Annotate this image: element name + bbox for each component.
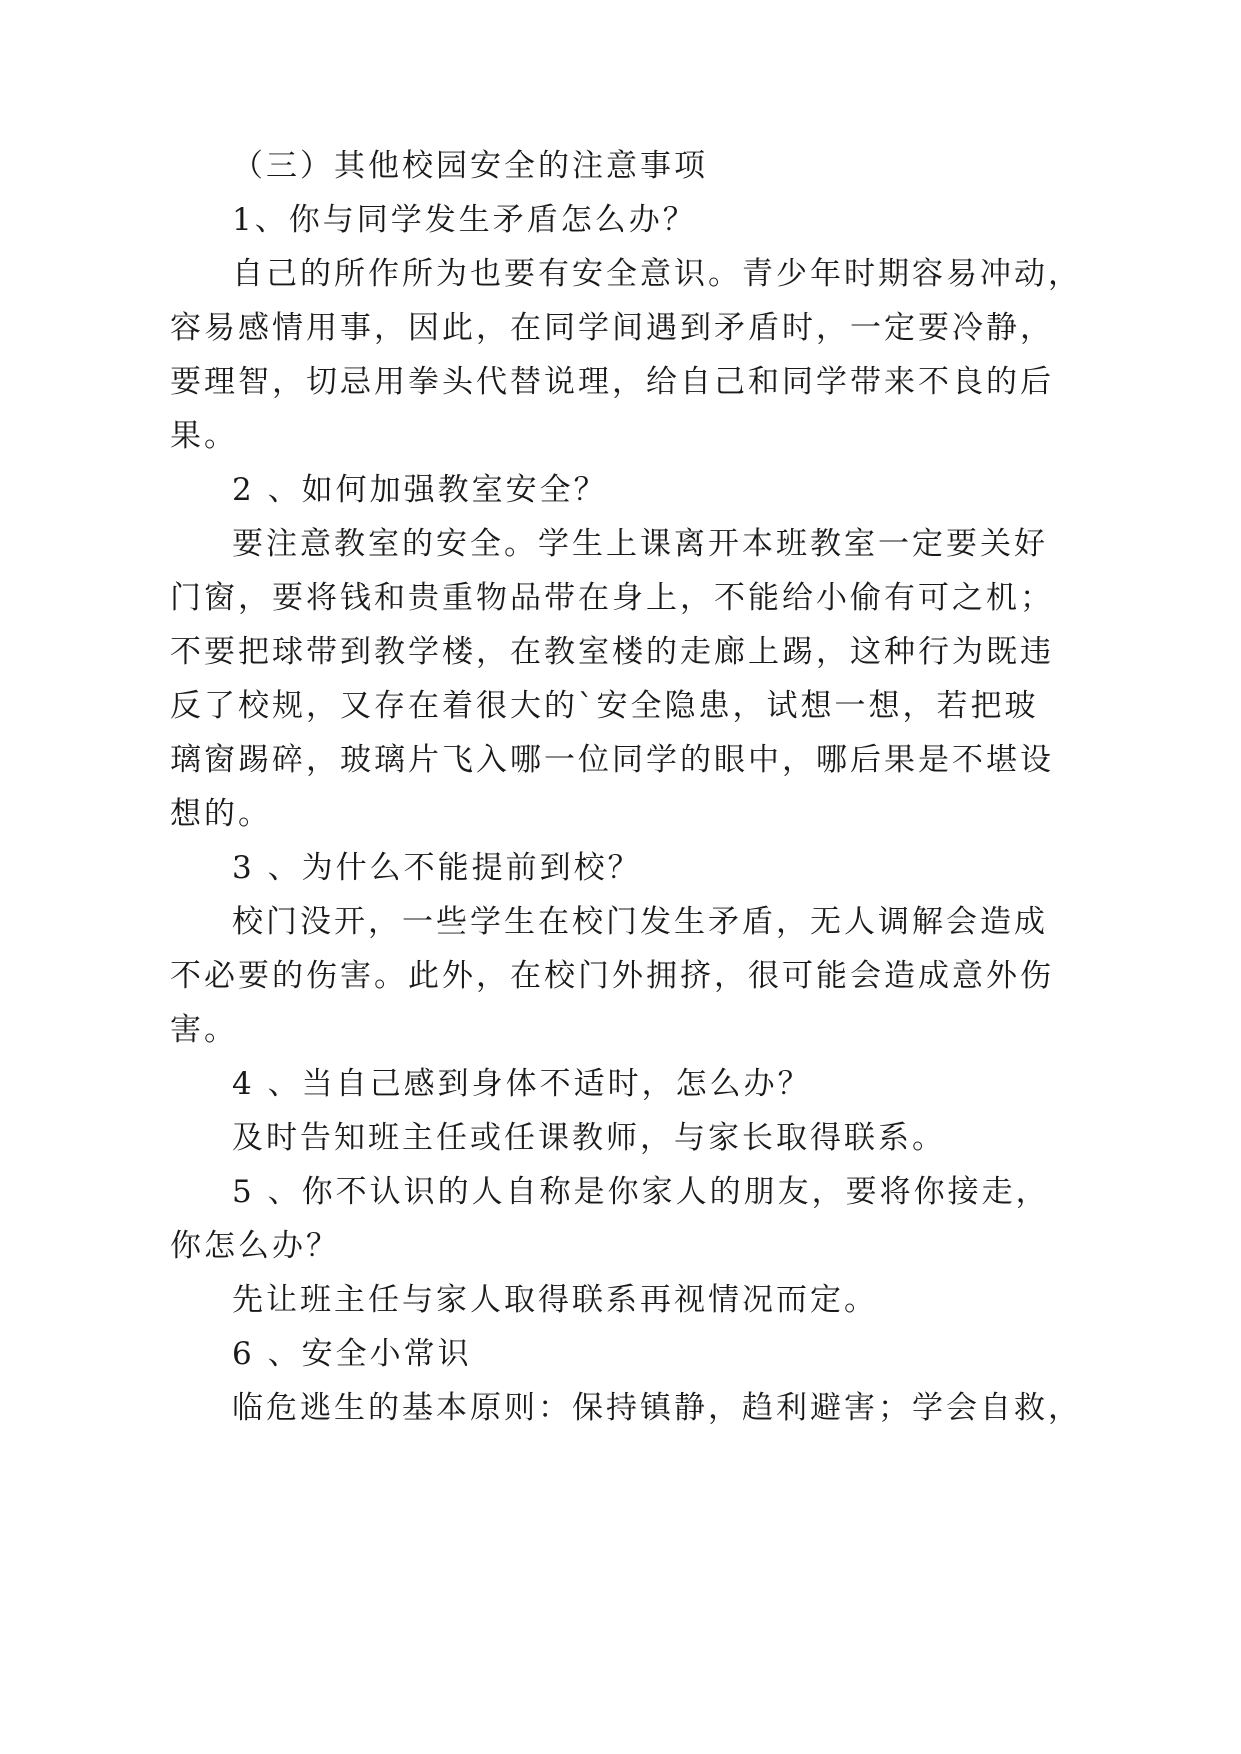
paragraph-line: 及时告知班主任或任课教师，与家长取得联系。: [232, 1120, 946, 1156]
paragraph-line: 校门没开，一些学生在校门发生矛盾，无人调解会造成: [232, 904, 1048, 940]
paragraph-line: 容易感情用事，因此，在同学间遇到矛盾时，一定要冷静，: [170, 310, 1054, 346]
question-6: 6 、安全小常识: [232, 1336, 472, 1372]
paragraph-line: 自己的所作所为也要有安全意识。青少年时期容易冲动，: [232, 256, 1082, 292]
section-heading: （三）其他校园安全的注意事项: [232, 148, 708, 184]
paragraph-line: 门窗，要将钱和贵重物品带在身上，不能给小偷有可之机；: [170, 580, 1054, 616]
paragraph-line: 害。: [170, 1012, 238, 1048]
question-3: 3 、为什么不能提前到校？: [232, 850, 642, 886]
paragraph-line: 要理智，切忌用拳头代替说理，给自己和同学带来不良的后: [170, 364, 1054, 400]
paragraph-line: 璃窗踢碎，玻璃片飞入哪一位同学的眼中，哪后果是不堪设: [170, 742, 1054, 778]
paragraph-line: 想的。: [170, 796, 272, 832]
paragraph-line: 果。: [170, 418, 238, 454]
paragraph-line: 临危逃生的基本原则：保持镇静，趋利避害；学会自救，: [232, 1390, 1082, 1426]
question-2: 2 、如何加强教室安全？: [232, 472, 608, 508]
paragraph-line: 要注意教室的安全。学生上课离开本班教室一定要关好: [232, 526, 1048, 562]
question-1: 1、你与同学发生矛盾怎么办？: [232, 202, 697, 238]
question-4: 4 、当自己感到身体不适时，怎么办？: [232, 1066, 812, 1102]
question-5-continued: 你怎么办？: [170, 1228, 340, 1264]
question-5: 5 、你不认识的人自称是你家人的朋友，要将你接走，: [232, 1174, 1050, 1210]
paragraph-line: 不必要的伤害。此外，在校门外拥挤，很可能会造成意外伤: [170, 958, 1054, 994]
paragraph-line: 不要把球带到教学楼，在教室楼的走廊上踢，这种行为既违: [170, 634, 1054, 670]
paragraph-line: 反了校规，又存在着很大的`安全隐患，试想一想，若把玻: [170, 688, 1039, 724]
paragraph-line: 先让班主任与家人取得联系再视情况而定。: [232, 1282, 878, 1318]
